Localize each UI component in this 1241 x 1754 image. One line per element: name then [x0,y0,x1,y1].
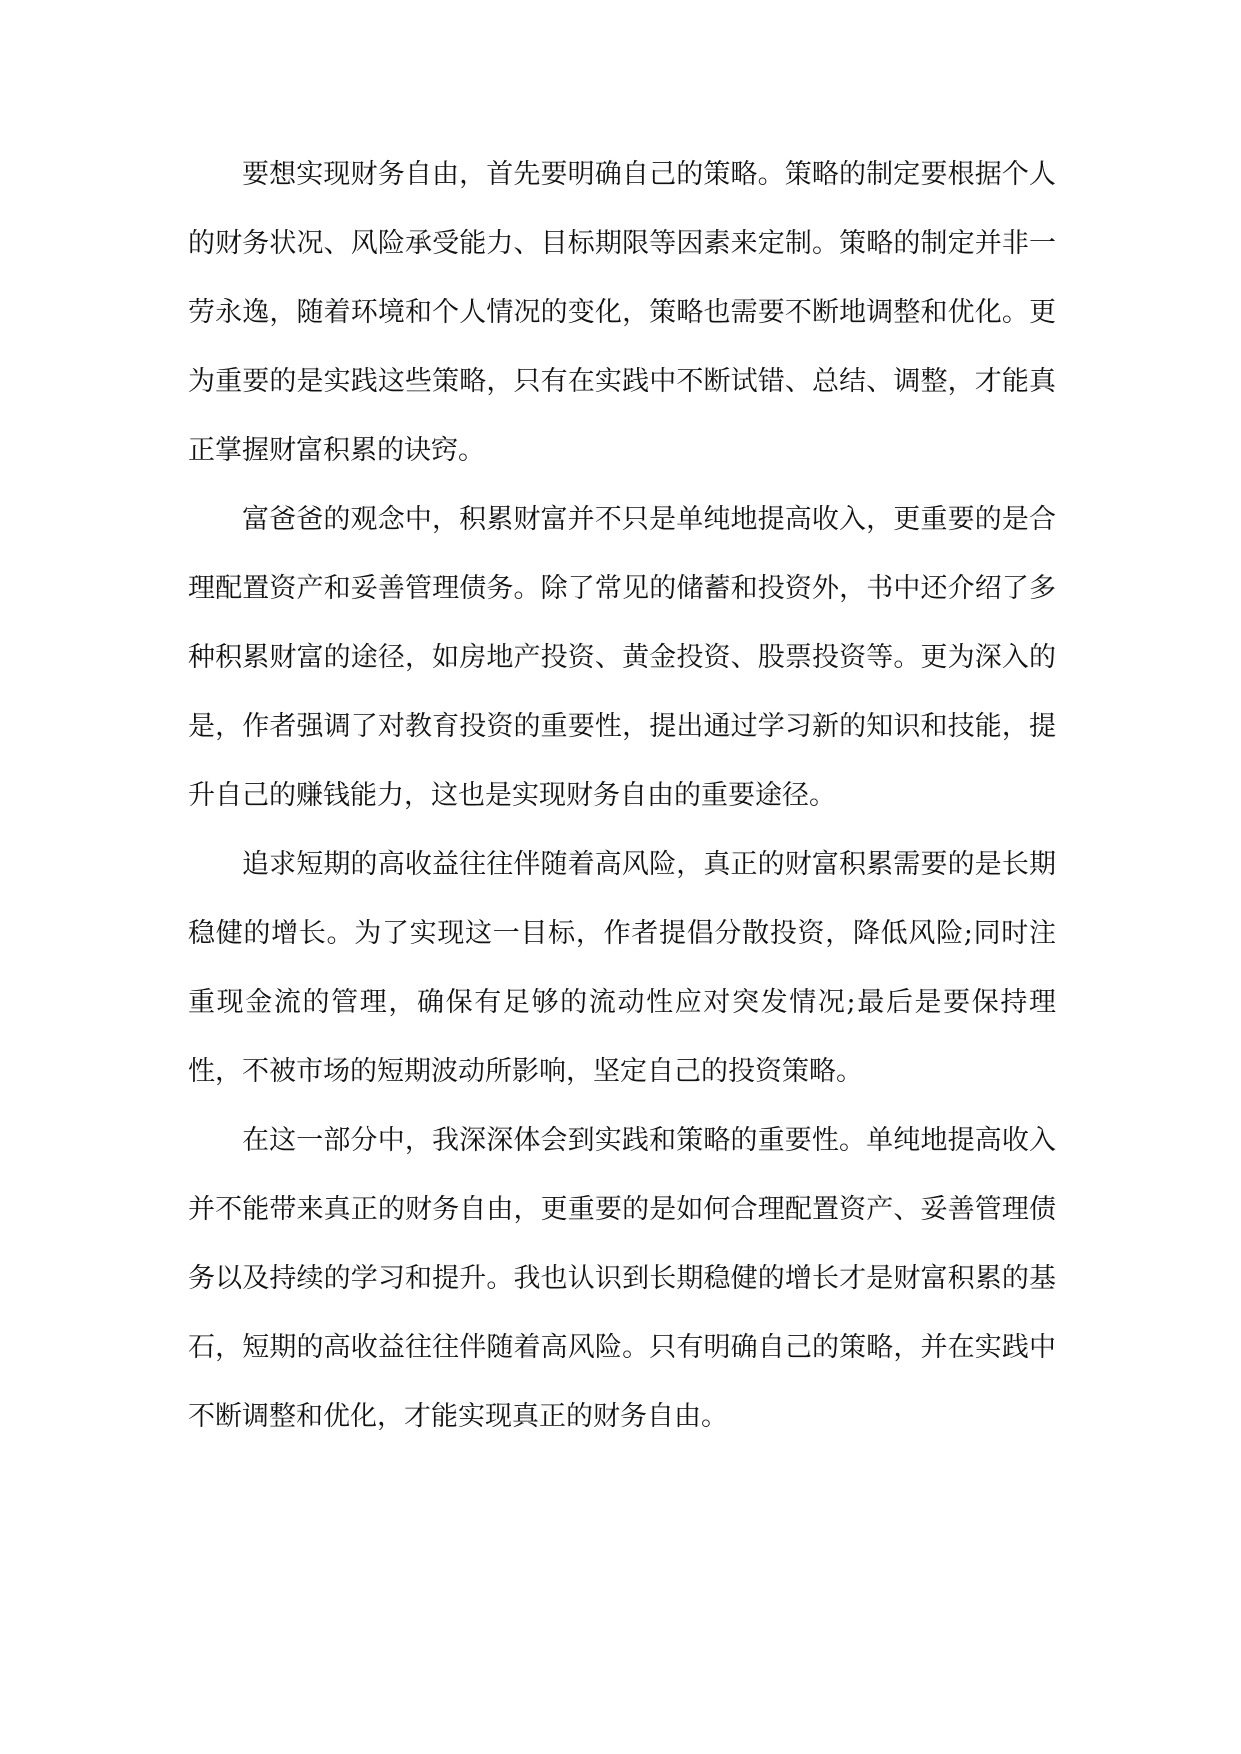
paragraph-risk-management: 追求短期的高收益往往伴随着高风险，真正的财富积累需要的是长期稳健的增长。为了实现这一目标，作者提倡分散投资，降低风险;同时注重现金流的管理，确保有足够的流动性应对突发情况;最后是要保持理性，不被市场的短期波动所影响，坚定自己的投资策略。 [188,849,1056,1087]
document-body [188,140,1056,1451]
paragraph-wealth-accumulation: 富爸爸的观念中，积累财富并不只是单纯地提高收入，更重要的是合理配置资产和妥善管理债务。除了常见的储蓄和投资外，书中还介绍了多种积累财富的途径，如房地产投资、黄金投资、股票投资等。更为深入的是，作者强调了对教育投资的重要性，提出通过学习新的知识和技能，提升自己的赚钱能力，这也是实现财务自由的重要途径。 [188,504,1056,811]
paragraph-reflection: 在这一部分中，我深深体会到实践和策略的重要性。单纯地提高收入并不能带来真正的财务自由，更重要的是如何合理配置资产、妥善管理债务以及持续的学习和提升。我也认识到长期稳健的增长才是财富积累的基石，短期的高收益往往伴随着高风险。只有明确自己的策略，并在实践中不断调整和优化，才能实现真正的财务自由。 [188,1125,1056,1432]
paragraph-strategy: 要想实现财务自由，首先要明确自己的策略。策略的制定要根据个人的财务状况、风险承受能力、目标期限等因素来定制。策略的制定并非一劳永逸，随着环境和个人情况的变化，策略也需要不断地调整和优化。更为重要的是实践这些策略，只有在实践中不断试错、总结、调整，才能真正掌握财富积累的诀窍。 [188,159,1056,466]
